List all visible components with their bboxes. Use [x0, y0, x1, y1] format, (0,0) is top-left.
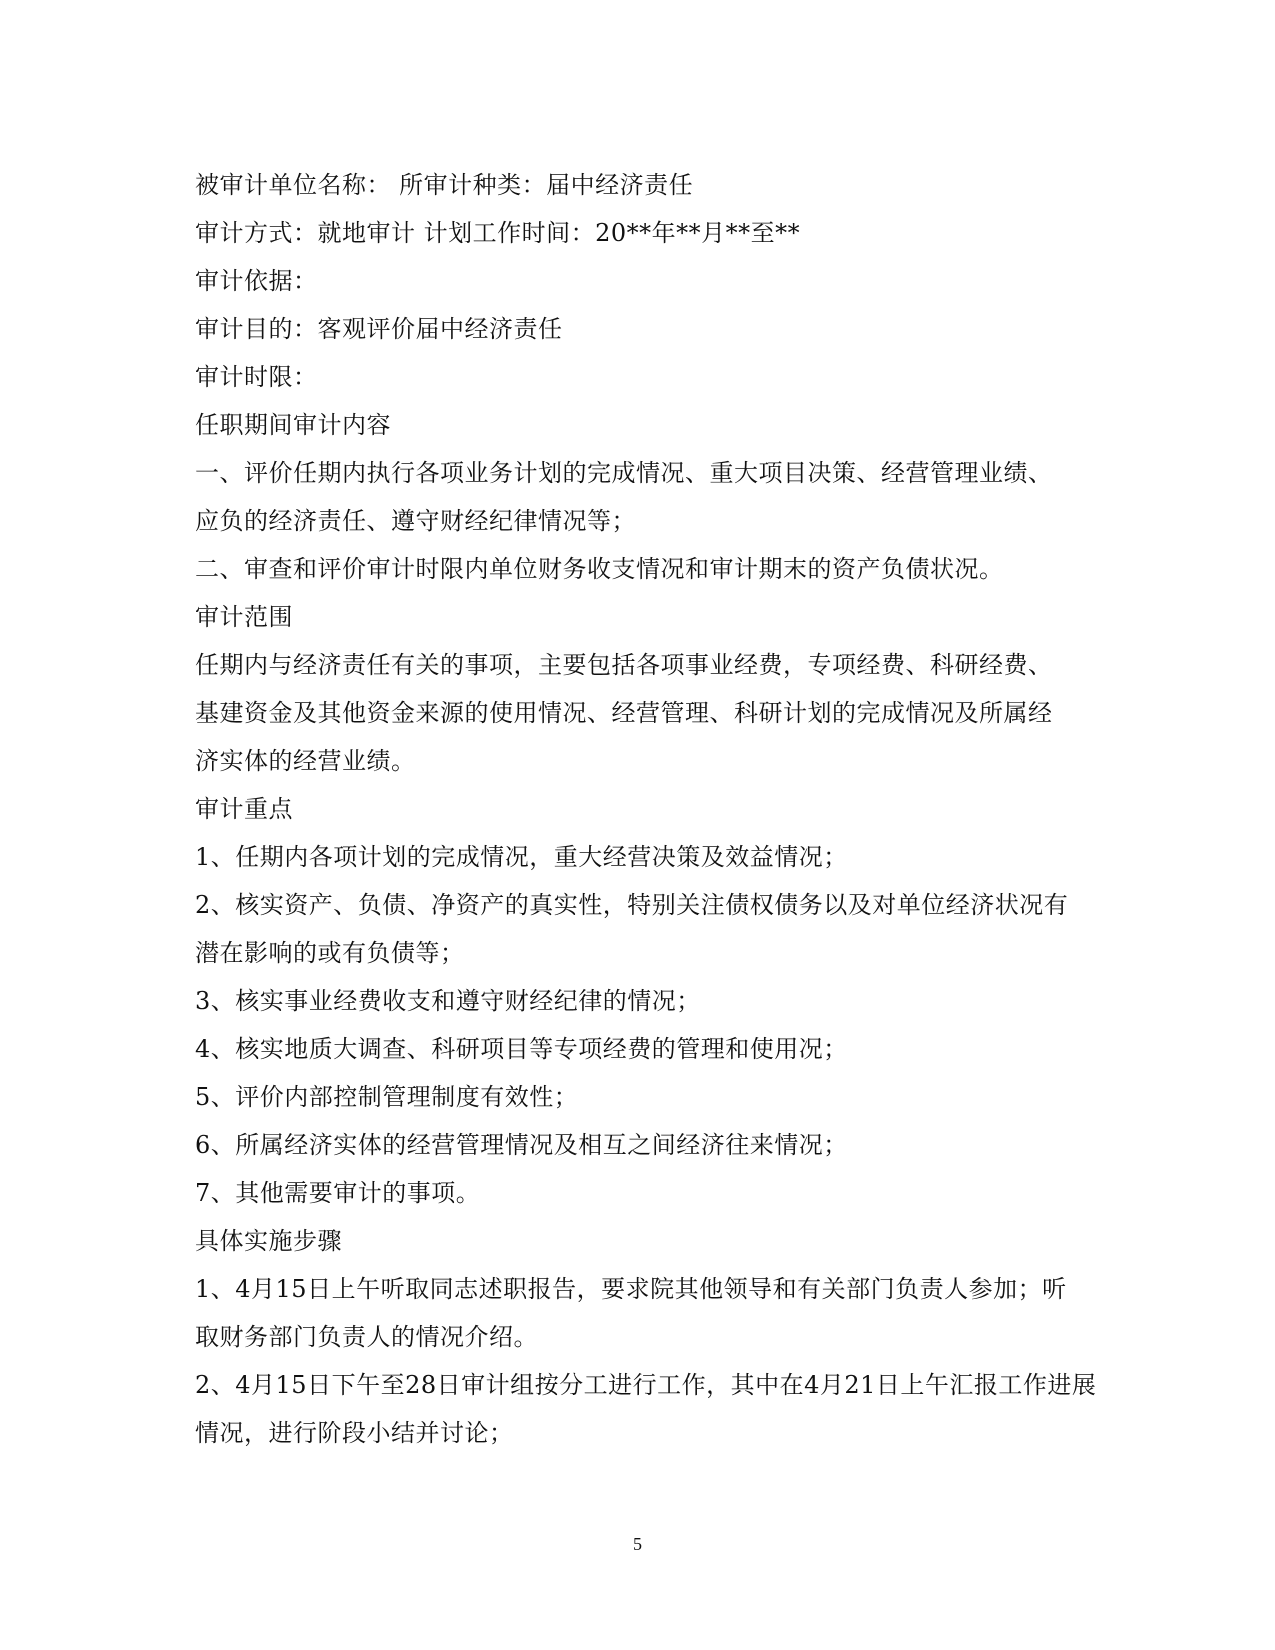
focus-item-6: 6、所属经济实体的经营管理情况及相互之间经济往来情况；	[195, 1131, 848, 1159]
section-heading-scope: 审计范围	[195, 603, 293, 631]
focus-item-1: 1、任期内各项计划的完成情况，重大经营决策及效益情况；	[195, 843, 848, 871]
content-item-1-line-2: 应负的经济责任、遵守财经纪律情况等；	[195, 507, 636, 535]
focus-item-2-line-1: 2、核实资产、负债、净资产的真实性，特别关注债权债务以及对单位经济状况有	[195, 891, 1069, 919]
content-item-2: 二、审查和评价审计时限内单位财务收支情况和审计期末的资产负债状况。	[195, 555, 1004, 583]
scope-paragraph-line-1: 任期内与经济责任有关的事项，主要包括各项事业经费，专项经费、科研经费、	[195, 651, 1053, 679]
audit-basis-line: 审计依据：	[195, 267, 318, 295]
focus-item-7: 7、其他需要审计的事项。	[195, 1179, 481, 1207]
section-heading-focus: 审计重点	[195, 795, 293, 823]
content-item-1-line-1: 一、评价任期内执行各项业务计划的完成情况、重大项目决策、经营管理业绩、	[195, 459, 1053, 487]
focus-item-3: 3、核实事业经费收支和遵守财经纪律的情况；	[195, 987, 701, 1015]
section-heading-steps: 具体实施步骤	[195, 1227, 342, 1255]
section-heading-content: 任职期间审计内容	[195, 411, 391, 439]
focus-item-2-line-2: 潜在影响的或有负债等；	[195, 939, 465, 967]
document-body	[195, 161, 1095, 1457]
step-2-line-2: 情况，进行阶段小结并讨论；	[195, 1419, 514, 1447]
audited-unit-line: 被审计单位名称： 所审计种类：届中经济责任	[195, 171, 694, 199]
scope-paragraph-line-2: 基建资金及其他资金来源的使用情况、经营管理、科研计划的完成情况及所属经	[195, 699, 1053, 727]
audit-period-line: 审计时限：	[195, 363, 318, 391]
step-1-line-2: 取财务部门负责人的情况介绍。	[195, 1323, 538, 1351]
focus-item-5: 5、评价内部控制管理制度有效性；	[195, 1083, 579, 1111]
step-1-line-1: 1、4月15日上午听取同志述职报告，要求院其他领导和有关部门负责人参加；听	[195, 1275, 1067, 1303]
page-number: 5	[633, 1534, 642, 1554]
scope-paragraph-line-3: 济实体的经营业绩。	[195, 747, 416, 775]
focus-item-4: 4、核实地质大调查、科研项目等专项经费的管理和使用况；	[195, 1035, 848, 1063]
step-2-line-1: 2、4月15日下午至28日审计组按分工进行工作，其中在4月21日上午汇报工作进展	[195, 1371, 1097, 1399]
audit-method-line: 审计方式：就地审计 计划工作时间：20**年**月**至**	[195, 219, 801, 247]
audit-purpose-line: 审计目的：客观评价届中经济责任	[195, 315, 563, 343]
